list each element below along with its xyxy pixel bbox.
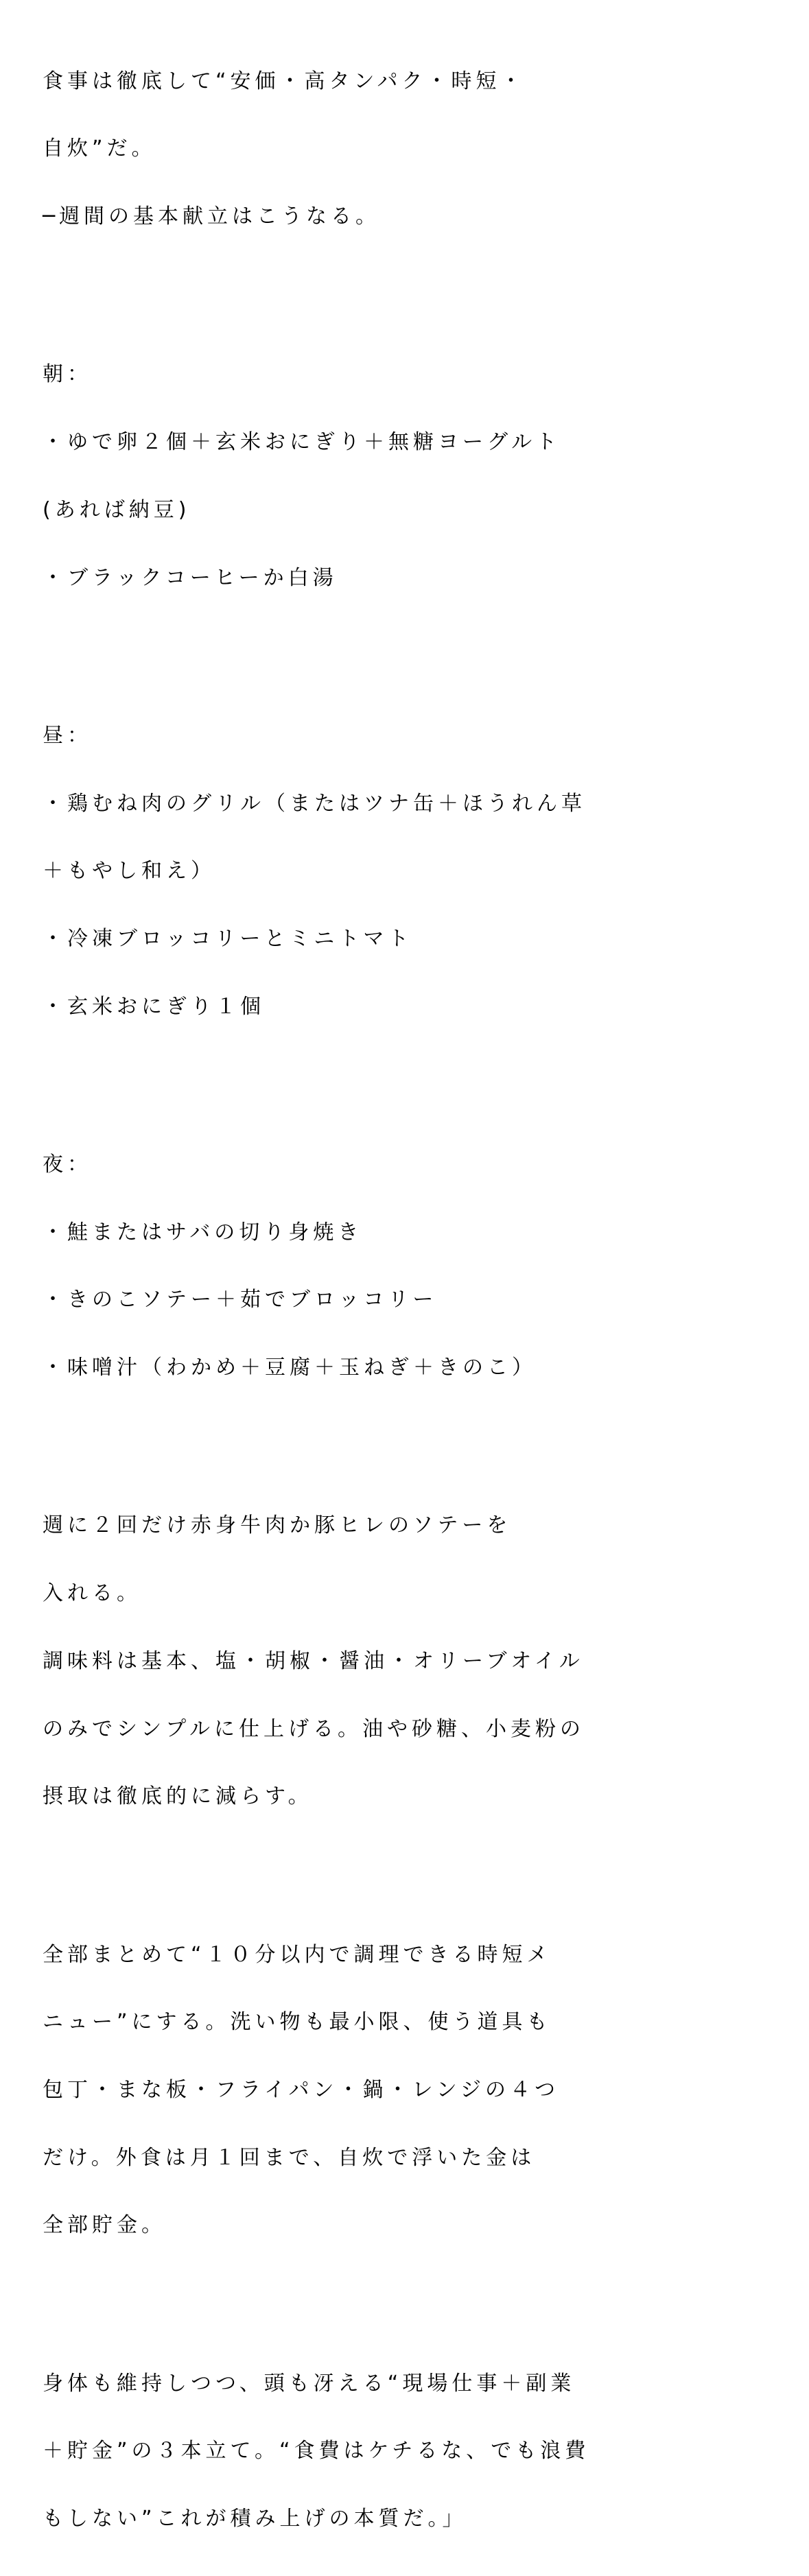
paragraph-gap (43, 2282, 797, 2305)
text-line: のみでシンプルに仕上げる。油や砂糖、小麦粉の (43, 1716, 585, 1741)
paragraph-gap (43, 1063, 797, 1086)
text-line: 週に２回だけ赤身牛肉か豚ヒレのソテーを (43, 1513, 512, 1538)
text-line: 食事は徹底して“安価・高タンパク・時短・ (43, 69, 526, 93)
text-line: だけ。外食は月１回まで、自炊で浮いた金は (43, 2145, 536, 2170)
text-line: ・ブラックコーヒーか白湯 (43, 565, 338, 590)
section-heading-morning: 朝： (43, 362, 92, 387)
text-line: 入れる。 (43, 1581, 141, 1606)
paragraph-gap (43, 1854, 797, 1876)
text-line: 全部まとめて“１０分以内で調理できる時短メ (43, 1942, 552, 1967)
section-heading-night: 夜： (43, 1152, 92, 1177)
text-line: ─週間の基本献立はこうなる。 (43, 204, 381, 229)
paragraph-gap (43, 635, 797, 657)
document-text (43, 3, 797, 2576)
section-heading-noon: 昼： (43, 723, 92, 748)
text-line: もしない”これが積み上げの本質だ。」 (43, 2507, 467, 2531)
text-line: ・ゆで卵２個＋玄米おにぎり＋無糖ヨーグルト (43, 430, 561, 455)
text-line: ニュー”にする。洗い物も最小限、使う道具も (43, 2010, 552, 2035)
text-line: ・きのこソテー＋茹でブロッコリー (43, 1288, 438, 1312)
text-line: 調味料は基本、塩・胡椒・醤油・オリーブオイル (43, 1649, 584, 1673)
paragraph-gap (43, 274, 797, 296)
text-line: ・鮭またはサバの切り身焼き (43, 1220, 363, 1244)
text-line: 身体も維持しつつ、頭も冴える“現場仕事＋副業 (43, 2371, 576, 2396)
paragraph-gap (43, 1425, 797, 1447)
text-line: 自炊”だ。 (43, 137, 156, 161)
text-line: 摂取は徹底的に減らす。 (43, 1784, 313, 1809)
text-line: 包丁・まな板・フライパン・鍋・レンジの４つ (43, 2077, 559, 2102)
text-line: (あれば納豆) (43, 497, 191, 522)
text-line: ＋貯金”の３本立て。“食費はケチるな、でも浪費 (43, 2439, 590, 2463)
text-line: ・玄米おにぎり１個 (43, 994, 265, 1019)
text-line: 全部貯金。 (43, 2213, 166, 2238)
text-line: ＋もやし和え） (43, 859, 215, 884)
text-line: ・味噌汁（わかめ＋豆腐＋玉ねぎ＋きのこ） (43, 1356, 537, 1380)
text-line: ・鶏むね肉のグリル（またはツナ缶＋ほうれん草 (43, 791, 586, 816)
text-line: ・冷凍ブロッコリーとミニトマト (43, 926, 413, 951)
